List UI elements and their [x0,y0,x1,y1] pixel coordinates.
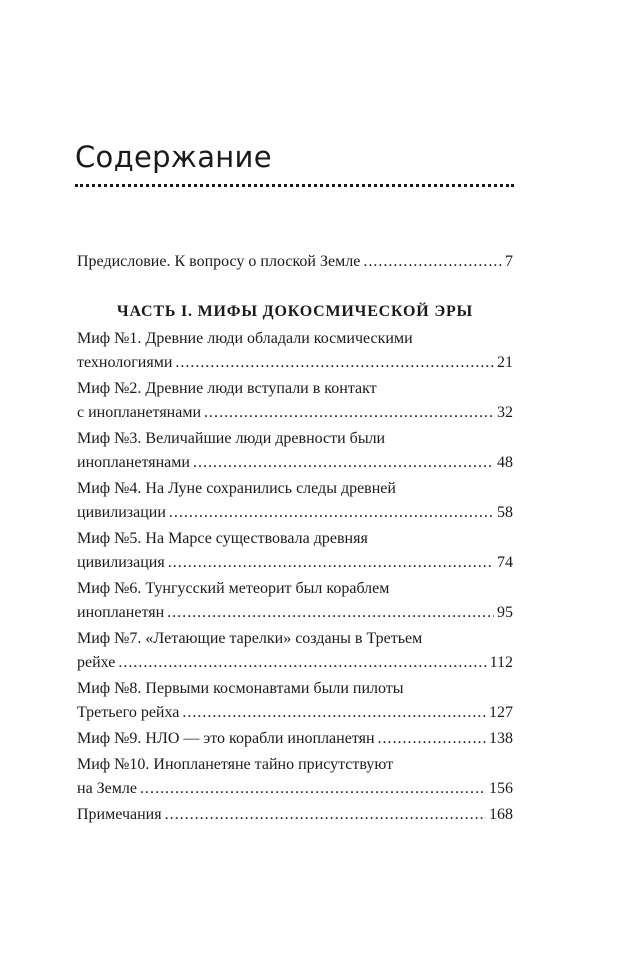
dot-leader [363,250,502,274]
dot-leader [168,551,494,575]
page-title: Содержание [75,140,272,174]
entry-title-line2: цивилизации [77,504,166,521]
toc-entry-myth-2[interactable] [77,377,513,425]
entry-title: Предисловие. К вопросу о плоской Земле [77,253,361,270]
dot-leader [165,803,486,827]
dot-leader [378,727,486,751]
page-number: 112 [489,654,513,671]
entry-title-line1: Миф №1. Древние люди обладали космическими [77,330,413,347]
entry-title-line2: на Земле [77,780,137,797]
entry-title-line2: инопланетянами [77,454,190,471]
toc-entry-preface[interactable] [77,250,513,274]
entry-title-line1: Миф №7. «Летающие тарелки» созданы в Третьем [77,630,423,647]
dot-leader [169,501,494,525]
dot-leader [167,601,494,625]
dot-leader [193,451,494,475]
page-number: 95 [497,604,513,621]
toc-entry-myth-6[interactable] [77,577,513,625]
entry-title-line1: Миф №4. На Луне сохранились следы древней [77,480,396,497]
entry-title-line1: Миф №3. Величайшие люди древности были [77,430,386,447]
toc-entry-myth-8[interactable] [77,677,513,725]
dot-leader [182,701,486,725]
entry-title-line2: технологиями [77,354,173,371]
toc-entry-myth-5[interactable] [77,527,513,575]
entry-title-line1: Миф №10. Инопланетяне тайно присутствуют [77,756,394,773]
toc-entry-notes[interactable] [77,803,513,827]
page-number: 127 [489,704,513,721]
page-number: 58 [497,504,513,521]
entry-title-line2: с инопланетянами [77,404,202,421]
entry-title: Миф №9. НЛО — это корабли инопланетян [77,730,375,747]
entry-title-line2: рейхе [77,654,116,671]
entry-title-line1: Миф №2. Древние люди вступали в контакт [77,380,377,397]
dot-leader [140,777,486,801]
page-number: 74 [497,554,513,571]
part-heading: ЧАСТЬ I. МИФЫ ДОКОСМИЧЕСКОЙ ЭРЫ [116,303,474,320]
dot-leader [204,401,494,425]
toc-entry-myth-10[interactable] [77,753,513,801]
entry-title-line2: Третьего рейха [77,704,180,721]
dotted-title-rule [75,184,514,187]
toc-entry-myth-4[interactable] [77,477,513,525]
toc-entry-myth-7[interactable] [77,627,513,675]
page-number: 168 [489,806,513,823]
page-number: 156 [489,780,513,797]
page-number: 32 [497,404,513,421]
entry-title-line1: Миф №8. Первыми космонавтами были пилоты [77,680,404,697]
entry-title-line2: инопланетян [77,604,165,621]
dot-leader [175,351,494,375]
toc-entry-myth-1[interactable] [77,327,513,375]
entry-title-line1: Миф №6. Тунгусский метеорит был кораблем [77,580,390,597]
toc-entry-myth-3[interactable] [77,427,513,475]
entry-title-line1: Миф №5. На Марсе существовала древняя [77,530,368,547]
toc-entry-myth-9[interactable] [77,727,513,751]
page-number: 48 [497,454,513,471]
page-number: 21 [497,354,513,371]
entry-title-line2: цивилизация [77,554,165,571]
dot-leader [118,651,486,675]
page-number: 138 [489,730,513,747]
page-number: 7 [505,253,513,270]
entry-title: Примечания [77,806,162,823]
